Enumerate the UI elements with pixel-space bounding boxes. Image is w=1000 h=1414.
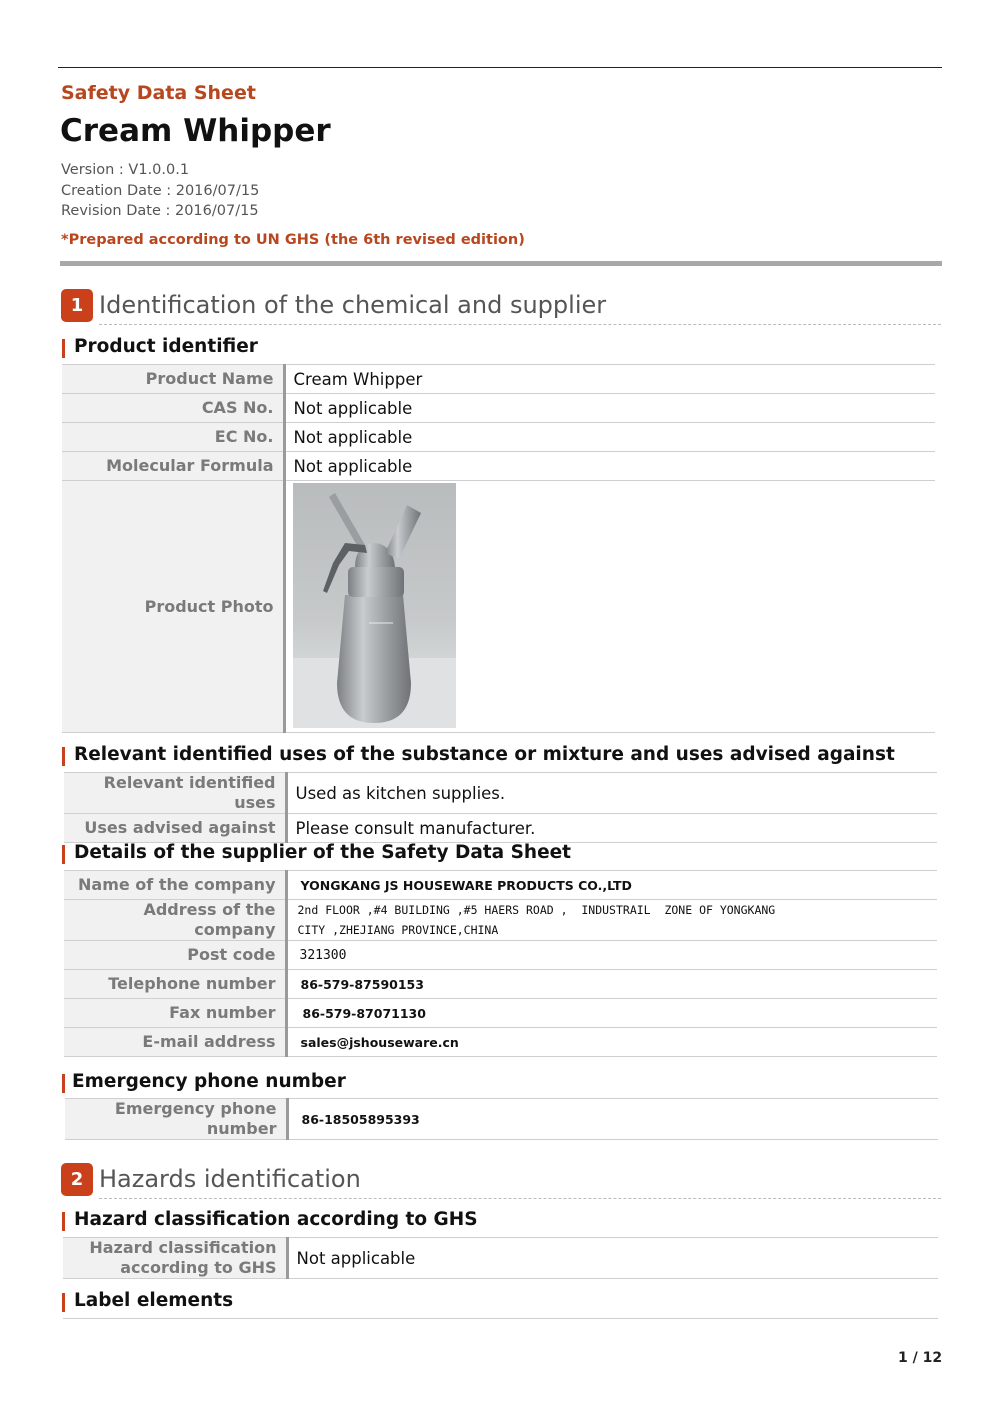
hazard-classification-table — [63, 1237, 938, 1279]
post-code: 321300 — [286, 941, 937, 970]
subheading-relevant-uses: Relevant identified uses of the substance or mixture and uses advised against — [62, 744, 895, 765]
revision-date: Revision Date : 2016/07/15 — [61, 203, 259, 219]
top-rule — [58, 67, 942, 68]
subheading-emergency-phone: Emergency phone number — [62, 1071, 346, 1092]
supplier-table — [64, 870, 937, 1057]
row-key: CAS No. — [62, 394, 284, 423]
emergency-table — [65, 1098, 938, 1140]
row-value — [284, 481, 935, 733]
table-row — [62, 365, 935, 394]
table-row — [64, 871, 937, 900]
company-name: YONGKANG JS HOUSEWARE PRODUCTS CO.,LTD — [286, 871, 937, 900]
row-key: E-mail address — [64, 1028, 286, 1057]
address-line: 2nd FLOOR ,#4 BUILDING ,#5 HAERS ROAD , INDUSTRAIL ZONE OF YONGKANG — [297, 903, 776, 917]
section-number-badge: 2 — [61, 1163, 93, 1196]
key-line: Emergency phone — [114, 1099, 277, 1118]
row-key: Product Name — [62, 365, 284, 394]
row-value: Not applicable — [284, 394, 935, 423]
section-1-header — [61, 289, 941, 325]
key-line: number — [206, 1119, 277, 1138]
row-value: Not applicable — [284, 452, 935, 481]
table-row — [64, 1028, 937, 1057]
table-row — [64, 814, 937, 843]
table-row — [64, 941, 937, 970]
row-value: Used as kitchen supplies. — [286, 773, 937, 814]
section-underline — [99, 324, 941, 325]
row-value: Please consult manufacturer. — [286, 814, 937, 843]
header-divider — [60, 261, 942, 266]
row-key — [64, 900, 286, 941]
section-title: Hazards identification — [99, 1165, 361, 1193]
table-row — [62, 481, 935, 733]
row-key — [63, 1238, 287, 1279]
table-row — [63, 1238, 938, 1279]
row-key: Post code — [64, 941, 286, 970]
table-row — [65, 1099, 938, 1140]
row-value: Cream Whipper — [284, 365, 935, 394]
creation-date: Creation Date : 2016/07/15 — [61, 182, 260, 199]
section-underline — [99, 1198, 941, 1199]
table-row — [62, 394, 935, 423]
address-line: CITY ,ZHEJIANG PROVINCE,CHINA — [297, 923, 499, 937]
product-identifier-table — [62, 364, 935, 733]
address-key-line: company — [194, 920, 276, 939]
version: Version : V1.0.0.1 — [61, 162, 190, 178]
row-key — [65, 1099, 287, 1140]
section-2-header — [61, 1163, 941, 1199]
telephone-number: 86-579-87590153 — [286, 970, 937, 999]
table-row — [64, 773, 937, 814]
row-key: Relevant identified uses — [64, 773, 286, 814]
row-key: Molecular Formula — [62, 452, 284, 481]
cream-whipper-canister-image — [293, 483, 456, 728]
subheading-hazard-classification: Hazard classification according to GHS — [62, 1209, 478, 1230]
ghs-note: *Prepared according to UN GHS (the 6th revised edition) — [61, 232, 525, 248]
email-address[interactable]: sales@jshouseware.cn — [286, 1028, 937, 1057]
subheading-label-elements: Label elements — [62, 1290, 233, 1311]
subheading-supplier-details: Details of the supplier of the Safety Data Sheet — [62, 842, 571, 863]
table-row — [62, 423, 935, 452]
page-number: 1 / 12 — [898, 1350, 943, 1366]
table-row — [64, 970, 937, 999]
row-key: Name of the company — [64, 871, 286, 900]
relevant-uses-table — [64, 772, 937, 843]
key-line: according to GHS — [120, 1258, 277, 1277]
key-line: Hazard classification — [89, 1238, 277, 1257]
table-row — [64, 999, 937, 1028]
fax-number: 86-579-87071130 — [286, 999, 937, 1028]
section-number-badge: 1 — [61, 289, 93, 322]
company-address — [286, 900, 937, 941]
row-value: Not applicable — [287, 1238, 938, 1279]
row-key: Product Photo — [62, 481, 284, 733]
row-key: Telephone number — [64, 970, 286, 999]
address-key-line: Address of the — [143, 900, 276, 919]
document-meta — [61, 160, 259, 222]
row-key: Uses advised against — [64, 814, 286, 843]
document-title: Cream Whipper — [60, 113, 331, 149]
label-elements-divider — [63, 1318, 938, 1319]
row-key: EC No. — [62, 423, 284, 452]
subheading-product-identifier: Product identifier — [62, 336, 258, 357]
table-row — [64, 900, 937, 941]
emergency-phone-number: 86-18505895393 — [287, 1099, 938, 1140]
table-row — [62, 452, 935, 481]
row-key: Fax number — [64, 999, 286, 1028]
product-photo — [293, 483, 456, 728]
section-title: Identification of the chemical and supplier — [99, 291, 607, 319]
row-value: Not applicable — [284, 423, 935, 452]
document-kind: Safety Data Sheet — [61, 82, 256, 104]
